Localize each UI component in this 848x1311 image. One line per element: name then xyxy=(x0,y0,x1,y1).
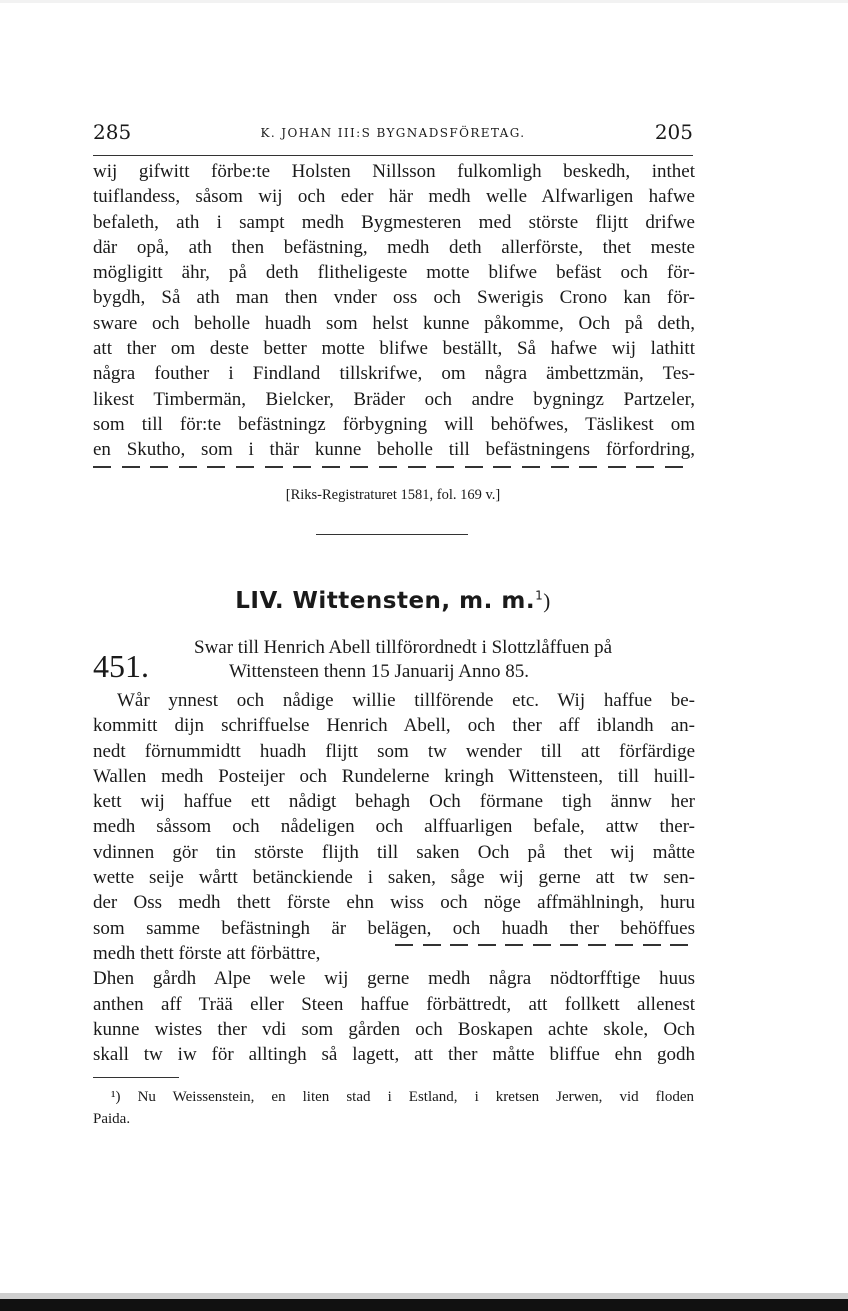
dash xyxy=(322,466,340,468)
dash xyxy=(179,466,197,468)
omission-dash-line xyxy=(395,944,695,948)
footnote xyxy=(93,1086,694,1130)
header-left-number: 285 xyxy=(93,120,132,144)
dash xyxy=(636,466,654,468)
text-line: vdinnen gör tin störste flijth till saken Och på thet wij måtte xyxy=(93,841,695,863)
dash xyxy=(579,466,597,468)
text-line: kett wij haffue ett nådigt behagh Och förmane tigh ännw her xyxy=(93,791,695,813)
letter-continuation xyxy=(93,159,695,463)
text-line: kommitt dijn schriffuelse Henrich Abell, och ther aff iblandh an- xyxy=(93,715,695,737)
footnote-ref: 1 xyxy=(535,588,544,603)
footnote-text: Nu Weissenstein, en liten stad i Estland, i kretsen Jerwen, vid floden xyxy=(137,1089,694,1105)
dash xyxy=(478,944,496,946)
text-line: der Oss medh thett förste ehn wiss och nöge affmählningh, huru xyxy=(93,892,695,914)
dash xyxy=(150,466,168,468)
text-line: en Skutho, som i thär kunne beholle till befästningens förfordring, xyxy=(93,439,695,461)
dash xyxy=(533,944,551,946)
text-line: anthen aff Trää eller Steen haffue förbättredt, att follkett allenest xyxy=(93,993,695,1015)
document-number: 451. xyxy=(93,648,149,684)
running-header xyxy=(93,120,693,150)
text-line: där opå, ath then befästning, medh deth allerförste, thet meste xyxy=(93,236,695,258)
text-line: medh thett förste att förbättre, xyxy=(93,942,321,964)
document-heading-line-2: Wittensteen thenn 15 Januarij Anno 85. xyxy=(229,661,530,682)
section-title xyxy=(93,588,693,614)
text-line: som samme befästningh är belägen, och huadh ther behöffues xyxy=(93,917,695,939)
dash xyxy=(522,466,540,468)
dash xyxy=(350,466,368,468)
text-line: mögligitt ähr, på deth flitheligeste motte blifwe befäst och för- xyxy=(93,262,695,284)
dash xyxy=(293,466,311,468)
text-line: sware och beholle huadh som helst kunne påkomme, Och på deth, xyxy=(93,312,695,334)
text-line: nedt förnummidtt huadh flijtt som tw wender till att förfärdige xyxy=(93,740,695,762)
document-body xyxy=(93,688,695,1067)
page-bottom-edge xyxy=(0,1299,848,1311)
dash xyxy=(465,466,483,468)
dash xyxy=(395,944,413,946)
document-heading-line-1: Swar till Henrich Abell tillförordnedt i Slottzlåffuen på xyxy=(194,637,613,658)
text-line: skall tw iw för alltingh så lagett, att ther måtte bliffue ehn godh xyxy=(93,1044,695,1066)
text-line: kunne wistes ther vdi som gården och Boskapen achte skole, Och xyxy=(93,1018,695,1040)
dash xyxy=(670,944,688,946)
dash xyxy=(493,466,511,468)
text-line: tuiflandess, såsom wij och eder här medh welle Alfwarligen hafwe xyxy=(93,186,695,208)
dash xyxy=(408,466,426,468)
text-line: Wallen medh Posteijer och Rundelerne kringh Wittensteen, till huill- xyxy=(93,765,695,787)
text-line: medh såssom och nådeligen och alffuarligen befale, attw ther- xyxy=(93,816,695,838)
text-line: wij gifwitt förbe:te Holsten Nillsson fulkomligh beskedh, inthet xyxy=(93,161,695,182)
text-line: att ther om deste better motte blifwe beställt, Så hafwe wij lathitt xyxy=(93,338,695,360)
dash xyxy=(423,944,441,946)
text-line: Wår ynnest och nådige willie tillförende etc. Wij haffue be- xyxy=(117,690,695,711)
text-line: wette seije wårtt betänckiende i saken, såge wij gerne att tw sen- xyxy=(93,867,695,889)
section-title-text: LIV. Wittensten, m. m. xyxy=(235,588,536,614)
header-rule xyxy=(93,155,693,156)
dash xyxy=(588,944,606,946)
dash xyxy=(615,944,633,946)
footnote-ref-paren: ) xyxy=(543,589,551,613)
text-line: bygdh, Så ath man then vnder oss och Swerigis Crono kan för- xyxy=(93,287,695,309)
dash xyxy=(450,944,468,946)
text-line: några fouther i Findland tillskrifwe, om några ämbettzmän, Tes- xyxy=(93,363,695,385)
text-line: som till för:te befästningz förbygning will behöfwes, Täslikest om xyxy=(93,413,695,435)
dash xyxy=(436,466,454,468)
page-top-edge xyxy=(0,0,848,3)
dash xyxy=(122,466,140,468)
footnote-marker: ¹) xyxy=(111,1089,121,1105)
dash xyxy=(379,466,397,468)
header-title: K. JOHAN III:S BYGNADSFÖRETAG. xyxy=(260,126,526,140)
text-line: likest Timbermän, Bielcker, Bräder och andre bygningz Partzeler, xyxy=(93,388,695,410)
source-citation: [Riks-Registraturet 1581, fol. 169 v.] xyxy=(285,487,501,503)
dash xyxy=(665,466,683,468)
dash xyxy=(551,466,569,468)
dash xyxy=(207,466,225,468)
footnote-rule xyxy=(93,1077,179,1078)
dash xyxy=(265,466,283,468)
dash xyxy=(93,466,111,468)
dash xyxy=(643,944,661,946)
dash xyxy=(505,944,523,946)
dash xyxy=(236,466,254,468)
text-line: Dhen gårdh Alpe wele wij gerne medh några nödtorfftige huus xyxy=(93,968,695,990)
omission-dash-line xyxy=(93,466,693,470)
footnote-line: Paida. xyxy=(93,1111,131,1127)
dash xyxy=(560,944,578,946)
page-number: 205 xyxy=(654,120,693,144)
section-divider xyxy=(316,534,468,535)
footnote-line xyxy=(93,1086,694,1108)
text-line: befaleth, ath i sampt medh Bygmesteren med störste flijtt drifwe xyxy=(93,211,695,233)
dash xyxy=(608,466,626,468)
